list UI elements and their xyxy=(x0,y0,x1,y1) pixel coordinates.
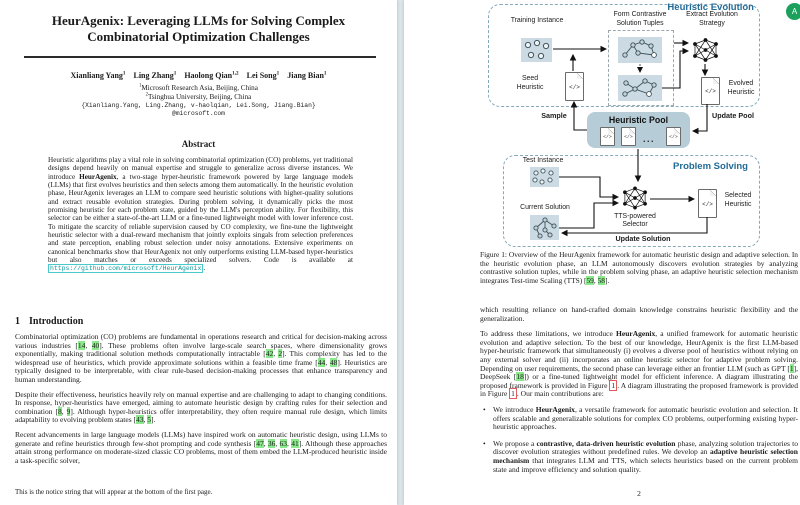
citation-link[interactable]: 36 xyxy=(267,438,276,448)
citation-link[interactable]: 43 xyxy=(136,415,144,425)
heuristic-pool-title: Heuristic Pool xyxy=(608,115,669,125)
citation-link[interactable]: 18 xyxy=(516,372,524,382)
tts-selector-label: TTS-powered Selector xyxy=(614,213,656,228)
intro-paragraph-3: Recent advancements in large language models (LLMs) have inspired work on automatic heuristic design, using LLMs to generate and refine heuristics through few-shot prompting and code synthesis [47, 36, 63, 41]. Although these approaches attain strong performance on moderate-sized classic CO problems, most of them embed the LLM-produced heuristic inside a task-specific solver, xyxy=(15,429,388,465)
citation-link[interactable]: 1 xyxy=(789,363,794,373)
paper-page-1 xyxy=(0,0,397,505)
annotation-badge-icon: A xyxy=(791,7,798,16)
test-instance-label: Test Instance xyxy=(522,157,564,164)
seed-heuristic-label: Seed Heuristic xyxy=(516,75,544,91)
code-glyph: </> xyxy=(669,134,678,140)
problem-solving-title: Problem Solving xyxy=(673,161,748,172)
page-footnote: This is the notice string that will appear at the bottom of the first page. xyxy=(15,488,213,496)
citation-link[interactable]: 44 xyxy=(317,357,326,367)
bullet-glyph: • xyxy=(483,404,486,414)
code-glyph: </> xyxy=(624,134,633,140)
heuristic-evolution-title: Heuristic Evolution xyxy=(667,2,754,13)
bullet-glyph: • xyxy=(483,438,486,448)
paper-title: HeurAgenix: Leveraging LLMs for Solving Complex Combinatorial Optimization Challenges xyxy=(51,13,346,44)
form-contrastive-label: Form Contrastive Solution Tuples xyxy=(613,11,667,27)
body-paragraph-a: which resulting reliance on hand-crafted domain knowledge constrains heuristic flexibility and the generalization. xyxy=(480,305,798,323)
ellipsis: ... xyxy=(643,134,656,144)
code-glyph: </> xyxy=(603,134,612,140)
citation-link[interactable]: 47 xyxy=(256,438,264,448)
contribution-bullet-2 xyxy=(480,440,798,474)
citation-link[interactable]: 14 xyxy=(77,340,86,350)
intro-paragraph-2: Despite their effectiveness, heuristics heavily rely on manual expertise and are challenging to adapt to changing conditions. In response, hyper-heuristics have emerged, aiming to automate heuristic design by crafting rules for their selection and combination [8, 9]. Although hyper-heuristics offer interpretability, they often require manual rule design, which limits adaptability to evolving problem states [43, 5]. xyxy=(15,389,387,425)
code-glyph: </> xyxy=(705,87,716,95)
selected-heuristic-label: Selected Heuristic xyxy=(724,192,752,208)
page2-body-text xyxy=(480,306,798,482)
intro-paragraph-1: Combinatorial optimization (CO) problems are fundamental in operations research and critical for decision-making across various industries [14, 40]. These problems often involve large-scale search spaces, where dimensionality grows exponentially, making traditional solution methods computationally intractable [42, 2]. This complexity has led to the widespread use of heuristics, which provide approximate solutions within a feasible time frame [44, 48]. Heuristics are typically designed to be interpretable, with clear rule-based decision-making processes that enhance transparency and human understanding. xyxy=(15,332,388,384)
citation-link[interactable]: 9 xyxy=(66,406,71,416)
figure-arrows xyxy=(404,0,800,248)
affiliation-2: $^2$Tsinghua University, Beijing, China xyxy=(145,92,252,101)
body-paragraph-b: To address these limitations, we introduce HeurAgenix, a unified framework for automatic heuristic evolution and adaptive selection. To the best of our knowledge, HeurAgenix is the first LLM-based hyper-heuristic framework that simultaneously (i) evolves a diverse pool of heuristics without relying on any external solver and (ii) incorporates an online heuristic selector for adaptive problem solving. Depending on user requirements, the second phase can leverage either an frontier LLM (such as GPT [1], DeepSeek [18]) or a fine-tuned lightweight model for efficient inference. A diagram illustrating the proposed framework is provided in Figure 1 . A diagram illustrating the proposed framework is provided in Figure 1 . Our main contributions are: xyxy=(480,329,798,399)
contribution-bullet-1 xyxy=(480,406,798,432)
citation-link[interactable]: 2 xyxy=(278,349,283,359)
email-line-1: {Xianliang.Yang, Ling.Zhang, v-haolqian, Lei.Song, Jiang.Bian} xyxy=(81,102,316,109)
figure-ref-link[interactable]: 1 xyxy=(511,389,515,399)
citation-link[interactable]: 48 xyxy=(329,357,338,367)
figure-ref-link[interactable]: 1 xyxy=(611,380,616,390)
citation-link[interactable]: 63 xyxy=(279,438,288,448)
paper-page-2 xyxy=(404,0,800,505)
floating-annotation-badge[interactable] xyxy=(786,3,800,20)
citation-link[interactable]: 58 xyxy=(597,275,605,285)
authors-line: Xianliang Yang$^1$ Ling Zhang$^1$ Haolong Qian$^{1,2}$ Lei Song$^1$ Jiang Bian$^1$ xyxy=(70,70,327,80)
bullet-1-text: We introduce HeurAgenix, a versatile framework for automatic heuristic evolution and selection. It offers scalable and generalizable solutions for complex CO problems, outperforming existing hyper-heuristic approaches. xyxy=(493,404,798,432)
title-rule xyxy=(24,56,376,58)
github-link[interactable]: https://github.com/microsoft/HeurAgenix xyxy=(50,265,202,273)
citation-link[interactable]: 41 xyxy=(291,438,299,448)
section-number: 1 xyxy=(15,316,20,327)
abstract-text: Heuristic algorithms play a vital role in solving combinatorial optimization (CO) problems, yet traditional designs depend heavily on manual expertise and struggle to generalize across diverse instances. We introduce HeurAgenix, a two-stage hyper-heuristic framework powered by large language models (LLMs) that first evolves heuristics and then selects among them automatically. In the heuristic evolution phase, HeurAgenix leverages an LLM to compare seed heuristic solutions with higher-quality solutions and extract reusable evolution strategies. During problem solving, it dynamically picks the most promising heuristic for each problem state, guided by the LLM's perception ability. For flexibility, this selector can be either a state-of-the-art LLM or a fine-tuned lightweight model with lower inference cost. To mitigate the scarcity of reliable supervision caused by CO complexity, we fine-tune the lightweight heuristic selector with a dual-reward mechanism that jointly exploits singals from selection preferences and state perception, enabling robust selection under noisy annotations. Extensive experiments on canonical benchmarks show that HeurAgenix not only outperforms existing LLM-based hyper-heuristics but also matches or exceeds specialized solvers. Code is available at https://github.com/microsoft/HeurAgenix . xyxy=(48,156,353,273)
current-solution-label: Current Solution xyxy=(520,204,570,211)
figure-1 xyxy=(404,0,800,248)
section-heading-introduction xyxy=(15,316,83,327)
abstract-heading: Abstract xyxy=(181,139,216,149)
page-number: 2 xyxy=(637,489,641,498)
code-glyph: </> xyxy=(702,200,713,208)
code-glyph: </> xyxy=(569,83,580,91)
citation-link[interactable]: 8 xyxy=(57,406,62,416)
affiliation-1: $^1$Microsoft Research Asia, Beijing, China xyxy=(139,83,258,92)
extract-strategy-label: Extract Evolution Strategy xyxy=(686,11,738,27)
bullet-2-text: We propose a contrastive, data-driven heuristic evolution phase, analyzing solution trajectories to discover evolution strategies without predefined rules. We develop an adaptive heuristic selection mechanism that integrates LLM and TTS, which selects heuristics based on the current problem state and improve efficiency and solution quality. xyxy=(493,438,798,474)
figure-1-caption: Figure 1: Overview of the HeurAgenix framework for automatic heuristic design and adaptive selection. In the heuristic evolution phase, an LLM autonomously discovers evolution strategies by analyzing contrastive solution tuples, while in the problem solving phase, an adaptive heuristic selection mechanism integrates Test-time Scaling (TTS) [59, 58]. xyxy=(480,250,798,285)
evolved-heuristic-label: Evolved Heuristic xyxy=(727,80,755,96)
introduction-text xyxy=(15,333,387,471)
sample-label: Sample xyxy=(541,111,567,120)
citation-link[interactable]: 40 xyxy=(91,340,100,350)
update-solution-label: Update Solution xyxy=(615,234,671,243)
citation-link[interactable]: 42 xyxy=(265,349,274,359)
update-pool-label: Update Pool xyxy=(712,111,754,120)
training-instance-label: Training Instance xyxy=(510,17,564,24)
section-title: Introduction xyxy=(29,316,84,327)
email-line-2: @microsoft.com xyxy=(172,110,225,117)
citation-link[interactable]: 59 xyxy=(586,275,594,285)
citation-link[interactable]: 5 xyxy=(147,415,152,425)
